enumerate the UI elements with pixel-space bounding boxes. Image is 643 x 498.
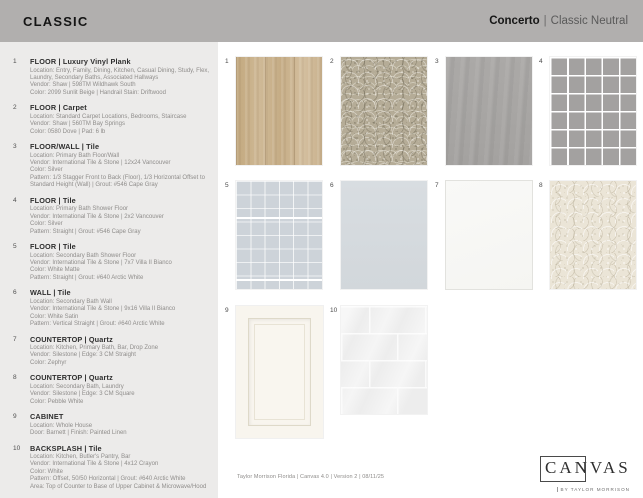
spec-title: WALL | Tile (30, 288, 71, 298)
swatch-carpet (341, 57, 427, 165)
spec-title: BACKSPLASH | Tile (30, 443, 102, 453)
swatch-number: 7 (435, 182, 439, 189)
spec-detail: Location: Primary Bath Shower Floor (30, 206, 129, 213)
spec-detail: Pattern: Straight | Grout: #640 Arctic White (30, 274, 144, 281)
footer-version-info: Taylor Morrison Florida | Canvas 4.0 | Version 2 | 08/11/25 (237, 474, 385, 480)
spec-detail: Vendor: Shaw | 598TM Wildhawk South (30, 82, 136, 89)
canvas-logo-wordmark (542, 457, 631, 478)
swatch-quartz-pebble-white (550, 181, 636, 289)
swatch-number: 4 (539, 58, 543, 65)
spec-title: FLOOR/WALL | Tile (30, 142, 100, 152)
spec-number: 8 (13, 374, 17, 382)
swatch-number: 1 (225, 58, 229, 65)
swatch-number: 2 (330, 58, 334, 65)
spec-detail: Vendor: Silestone | Edge: 3 CM Square (30, 391, 135, 398)
spec-item-floor-tile-secondary (13, 242, 210, 282)
spec-item-floor-tile-primary (13, 196, 210, 236)
canvas-logo-tagline: BY TAYLOR MORRISON (557, 487, 630, 492)
spec-detail: Door: Barnett | Finish: Painted Linen (30, 430, 127, 437)
spec-detail: Area: Top of Counter to Base of Upper Cabinet & Microwave/Hood (30, 483, 207, 490)
spec-title: FLOOR | Luxury Vinyl Plank (30, 57, 131, 66)
swatch-backsplash-crayon (341, 306, 427, 414)
spec-detail: Location: Primary Bath Floor/Wall (30, 152, 120, 159)
palette-name: Classic Neutral (550, 15, 628, 27)
spec-title: CABINET (30, 412, 64, 422)
collection-title (489, 15, 628, 27)
spec-detail: Color: White Satin (30, 313, 79, 320)
swatch-cell-6 (330, 181, 427, 289)
spec-item-floorwall-tile (13, 142, 210, 190)
swatch-cell-9 (225, 306, 323, 438)
page-title: CLASSIC (23, 13, 89, 29)
spec-list-panel (0, 42, 218, 498)
spec-item-backsplash (13, 444, 210, 492)
spec-item-wall-tile (13, 288, 210, 328)
spec-title: FLOOR | Tile (30, 242, 76, 251)
collection-name: Concerto (489, 15, 540, 27)
spec-title: FLOOR | Tile (30, 195, 76, 205)
spec-detail: Color: 0580 Dove | Pad: 6 lb (30, 128, 106, 135)
swatch-number: 8 (539, 182, 543, 189)
spec-number: 10 (13, 444, 21, 452)
spec-detail: Color: Silver (30, 167, 63, 174)
canvas-logo-text: CANVAS (545, 458, 631, 477)
spec-number: 6 (13, 289, 17, 297)
swatch-number: 6 (330, 182, 334, 189)
spec-detail: Location: Entry, Family, Dining, Kitchen, Casual Dining, Study, Flex, Laundry, Secondary Baths, Associated Hallways (30, 67, 210, 81)
spec-detail: Color: Zephyr (30, 359, 67, 366)
spec-detail: Vendor: International Tile & Stone | 7x7 Villa II Bianco (30, 259, 172, 266)
spec-item-cabinet (13, 412, 210, 437)
swatch-tile-villa-7x7 (236, 181, 322, 289)
spec-detail: Color: Silver (30, 221, 63, 228)
header-bar (0, 0, 643, 42)
spec-detail: Location: Secondary Bath Shower Floor (30, 252, 137, 259)
swatch-cell-10 (330, 306, 427, 414)
swatch-cell-4 (539, 57, 636, 165)
title-divider: | (543, 15, 547, 27)
swatch-quartz-zephyr (446, 181, 532, 289)
spec-item-countertop-kitchen (13, 335, 210, 368)
spec-number: 7 (13, 335, 17, 343)
spec-detail: Color: White (30, 468, 64, 475)
swatch-tile-vancouver-2x2 (550, 57, 636, 165)
spec-detail: Pattern: 1/3 Stagger Front to Back (Floor), 1/3 Horizontal Offset to Standard Height (Wall) | Grout: #546 Cape Gray (30, 174, 205, 189)
spec-item-countertop-secondary (13, 373, 210, 406)
spec-item-floor-lvp (13, 57, 210, 97)
swatch-number: 10 (330, 307, 338, 314)
spec-title: FLOOR | Carpet (30, 103, 87, 113)
swatch-tile-vancouver-12x24 (446, 57, 532, 165)
spec-detail: Vendor: International Tile & Stone | 9x16 Villa II Bianco (30, 306, 176, 313)
swatch-number: 3 (435, 58, 439, 65)
spec-detail: Color: 2099 Sunlit Beige | Handrail Stain: Driftwood (30, 89, 166, 96)
swatch-tile-villa-9x16 (341, 181, 427, 289)
swatch-board (218, 42, 643, 498)
spec-item-floor-carpet (13, 103, 210, 136)
swatch-cell-3 (435, 57, 532, 165)
canvas-logo (542, 457, 630, 496)
spec-detail: Location: Kitchen, Butler's Pantry, Bar (30, 454, 131, 460)
spec-detail: Vendor: Silestone | Edge: 3 CM Straight (30, 352, 136, 359)
swatch-cell-2 (330, 57, 427, 165)
swatch-cell-7 (435, 181, 532, 289)
spec-detail: Pattern: Straight | Grout: #546 Cape Gray (30, 228, 141, 235)
spec-number: 4 (13, 196, 17, 204)
spec-detail: Location: Kitchen, Primary Bath, Bar, Drop Zone (30, 345, 159, 351)
spec-detail: Pattern: Vertical Straight | Grout: #640 Arctic White (30, 321, 165, 328)
spec-detail: Location: Secondary Bath Wall (30, 298, 112, 305)
spec-number: 9 (13, 413, 17, 421)
swatch-luxury-vinyl-plank (236, 57, 322, 165)
swatch-cell-1 (225, 57, 322, 165)
spec-detail: Color: Pebble White (30, 398, 84, 405)
spec-number: 5 (13, 243, 17, 250)
swatch-number: 9 (225, 307, 229, 314)
spec-detail: Location: Secondary Bath, Laundry (30, 383, 124, 390)
spec-number: 3 (13, 143, 17, 151)
swatch-cabinet-door (236, 306, 323, 438)
spec-number: 1 (13, 58, 17, 65)
spec-detail: Vendor: International Tile & Stone | 2x2 Vancouver (30, 213, 164, 220)
spec-detail: Color: White Matte (30, 267, 80, 274)
swatch-cell-5 (225, 181, 322, 289)
swatch-number: 5 (225, 182, 229, 189)
spec-detail: Vendor: International Tile & Stone | 12x24 Vancouver (30, 160, 171, 166)
spec-title: COUNTERTOP | Quartz (30, 334, 113, 344)
spec-detail: Pattern: Offset, 50/50 Horizontal | Grout: #640 Arctic White (30, 476, 186, 483)
spec-detail: Vendor: Shaw | 560TM Bay Springs (30, 121, 125, 128)
spec-title: COUNTERTOP | Quartz (30, 373, 113, 383)
spec-detail: Vendor: International Tile & Stone | 4x12 Crayon (30, 461, 159, 468)
spec-number: 2 (13, 104, 17, 112)
swatch-cell-8 (539, 181, 636, 289)
spec-detail: Location: Whole House (30, 422, 93, 429)
spec-detail: Location: Standard Carpet Locations, Bedrooms, Staircase (30, 113, 187, 120)
